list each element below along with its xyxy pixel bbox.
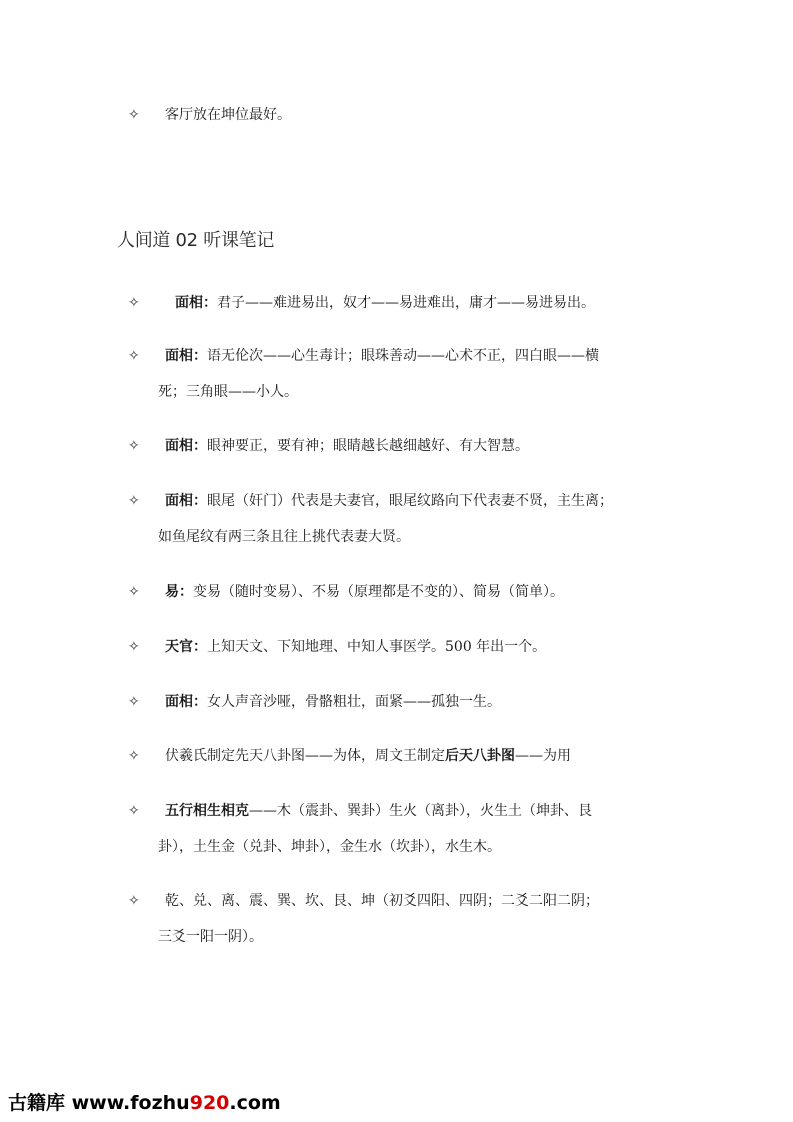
note-text (128, 483, 688, 555)
diamond-bullet-icon: ✧ (128, 107, 140, 123)
diamond-bullet-icon: ✧ (128, 295, 140, 311)
watermark-prefix: 古籍库 www.fozhu (8, 1092, 190, 1114)
diamond-bullet-icon: ✧ (128, 748, 140, 764)
diamond-bullet-icon: ✧ (128, 639, 140, 655)
note-body: ——木（震卦、巽卦）生火（离卦），火生土（坤卦、艮 (249, 803, 592, 819)
diamond-bullet-icon: ✧ (128, 438, 140, 454)
note-continuation: 卦），土生金（兑卦、坤卦），金生水（坎卦），水生木。 (158, 839, 501, 855)
watermark-number: 920 (189, 1092, 230, 1114)
note-label: 面相： (165, 348, 207, 364)
diamond-bullet-icon: ✧ (128, 893, 140, 909)
diamond-bullet-icon: ✧ (128, 348, 140, 364)
note-body: 君子——难进易出，奴才——易进难出，庸才——易进易出。 (217, 295, 595, 311)
diamond-bullet-icon: ✧ (128, 694, 140, 710)
note-item-5 (128, 574, 688, 610)
note-text (128, 793, 688, 865)
note-text (128, 428, 688, 464)
note-body: 眼尾（奸门）代表是夫妻官，眼尾纹路向下代表妻不贤，主生离； (207, 493, 613, 509)
note-text (128, 883, 688, 955)
note-label: 面相： (165, 438, 207, 454)
diamond-bullet-icon: ✧ (128, 584, 140, 600)
note-item-9 (128, 793, 688, 865)
note-item-4 (128, 483, 688, 555)
diamond-bullet-icon: ✧ (128, 493, 140, 509)
note-item-1 (128, 285, 688, 321)
note-text (128, 629, 688, 665)
note-text (128, 738, 688, 774)
note-emphasis: 后天八卦图 (445, 748, 515, 764)
note-label: 易： (165, 584, 193, 600)
note-item-8 (128, 738, 688, 774)
note-body: 乾、兑、离、震、巽、坎、艮、坤（初爻四阳、四阴；二爻二阳二阴； (165, 893, 599, 909)
note-body: 客厅放在坤位最好。 (165, 107, 291, 123)
note-body: 伏羲氏制定先天八卦图——为体，周文王制定 (165, 748, 445, 764)
note-continuation: 如鱼尾纹有两三条且往上挑代表妻大贤。 (158, 529, 410, 545)
note-text (128, 574, 688, 610)
note-label: 五行相生相克 (165, 803, 249, 819)
site-watermark (8, 1088, 281, 1115)
note-continuation: 死；三角眼——小人。 (158, 384, 298, 400)
note-item-3 (128, 428, 688, 464)
note-text (128, 684, 688, 720)
section-heading: 人间道 02 听课笔记 (117, 230, 275, 251)
note-label: 天官： (165, 639, 207, 655)
note-body-end: ——为用 (515, 748, 571, 764)
note-body: 眼神要正，要有神；眼睛越长越细越好、有大智慧。 (207, 438, 529, 454)
note-item-2 (128, 338, 688, 410)
note-item-10 (128, 883, 688, 955)
note-body: 上知天文、下知地理、中知人事医学。500 年出一个。 (207, 639, 547, 655)
note-item-7 (128, 684, 688, 720)
note-text (128, 338, 688, 410)
watermark-suffix: .com (229, 1092, 281, 1114)
note-label: 面相： (165, 694, 207, 710)
note-item-top (128, 97, 688, 133)
note-item-6 (128, 629, 688, 665)
note-body: 女人声音沙哑，骨骼粗壮，面紧——孤独一生。 (207, 694, 501, 710)
note-text (128, 97, 688, 133)
note-text (128, 285, 688, 321)
note-label: 面相： (175, 295, 217, 311)
note-body: 语无伦次——心生毒计；眼珠善动——心术不正，四白眼——横 (207, 348, 599, 364)
diamond-bullet-icon: ✧ (128, 803, 140, 819)
note-label: 面相： (165, 493, 207, 509)
note-body: 变易（随时变易）、不易（原理都是不变的）、简易（简单）。 (193, 584, 564, 600)
note-continuation: 三爻一阳一阴）。 (158, 929, 263, 945)
